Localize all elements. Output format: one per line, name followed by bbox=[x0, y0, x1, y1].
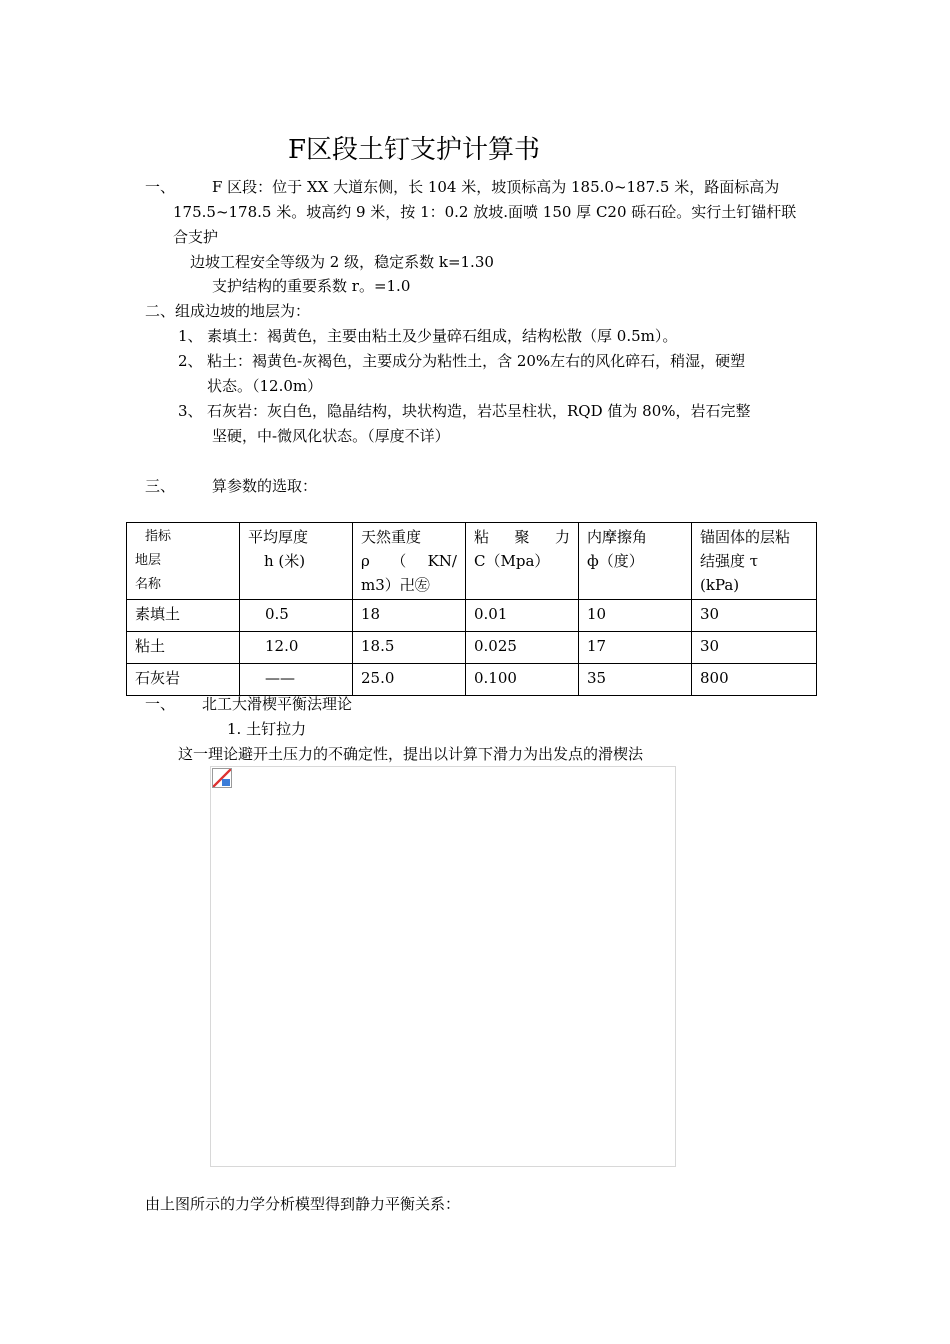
theory-paragraph: 这一理论避开土压力的不确定性，提出以计算下滑力为出发点的滑楔法 bbox=[178, 745, 644, 763]
table-cell: 0.5 bbox=[240, 600, 353, 632]
table-cell: 35 bbox=[579, 664, 692, 696]
table-cell: 粘土 bbox=[127, 632, 240, 664]
page-title: F区段土钉支护计算书 bbox=[288, 135, 541, 165]
section-3-number: 三、 bbox=[145, 477, 176, 495]
strata-item-number: 2、 bbox=[178, 352, 203, 370]
header-text: ф（度） bbox=[587, 552, 644, 570]
section-1-number: 一、 bbox=[145, 178, 176, 196]
header-text: （ bbox=[391, 552, 407, 570]
header-cell-thickness bbox=[240, 523, 353, 600]
header-text-justified bbox=[474, 525, 570, 549]
header-text: ρ bbox=[361, 552, 370, 570]
table-cell: 10 bbox=[579, 600, 692, 632]
strata-item-text: 石灰岩：灰白色，隐晶结构，块状构造，岩芯呈柱状，RQD 值为 80%，岩石完整 bbox=[207, 402, 751, 420]
strata-item-number: 3、 bbox=[178, 402, 203, 420]
table-cell: 17 bbox=[579, 632, 692, 664]
section-4-number: 一、 bbox=[145, 695, 176, 713]
table-cell: 素填土 bbox=[127, 600, 240, 632]
importance-factor-line: 支护结构的重要系数 r。=1.0 bbox=[212, 277, 411, 295]
header-text: 名称 bbox=[135, 577, 162, 592]
header-cell-cohesion bbox=[466, 523, 579, 600]
table-cell: 0.025 bbox=[466, 632, 579, 664]
table-cell: 12.0 bbox=[240, 632, 353, 664]
header-text: 指标 bbox=[145, 529, 172, 544]
table-cell: 30 bbox=[692, 600, 817, 632]
header-text: 粘 bbox=[474, 528, 490, 546]
header-text: 天然重度 bbox=[361, 528, 422, 546]
header-text: m3）卍㊧ bbox=[361, 576, 430, 594]
section-4-heading: 北工大滑楔平衡法理论 bbox=[202, 695, 353, 713]
table-cell: 石灰岩 bbox=[127, 664, 240, 696]
section-2-heading: 二、组成边坡的地层为： bbox=[145, 302, 311, 320]
header-cell-unit-weight bbox=[353, 523, 466, 600]
header-text: 结强度 τ bbox=[700, 552, 759, 570]
table-cell: —— bbox=[240, 664, 353, 696]
strata-item-text-cont: 坚硬，中-微风化状态。（厚度不详） bbox=[212, 427, 450, 445]
section-1-line-1: F 区段：位于 XX 大道东侧，长 104 米，坡顶标高为 185.0~187.5 米，路面标高为 bbox=[212, 178, 780, 196]
table-cell: 25.0 bbox=[353, 664, 466, 696]
header-text: 内摩擦角 bbox=[587, 528, 648, 546]
table-row bbox=[127, 632, 817, 664]
header-text: 聚 bbox=[514, 528, 530, 546]
table-row bbox=[127, 664, 817, 696]
subsection-heading: 1. 土钉拉力 bbox=[227, 720, 307, 738]
strata-item-text: 素填土：褐黄色，主要由粘土及少量碎石组成，结构松散（厚 0.5m）。 bbox=[207, 327, 678, 345]
header-text-justified bbox=[361, 549, 457, 573]
header-cell-friction-angle bbox=[579, 523, 692, 600]
strata-item-text-cont: 状态。（12.0m） bbox=[207, 377, 323, 395]
header-text: 锚固体的层粘 bbox=[700, 528, 791, 546]
closing-paragraph: 由上图所示的力学分析模型得到静力平衡关系： bbox=[145, 1195, 461, 1213]
parameter-table bbox=[126, 522, 817, 696]
table-cell: 0.100 bbox=[466, 664, 579, 696]
table-cell: 18.5 bbox=[353, 632, 466, 664]
header-text: KN/ bbox=[427, 552, 457, 570]
strata-item-number: 1、 bbox=[178, 327, 203, 345]
header-cell-bond-strength bbox=[692, 523, 817, 600]
figure-placeholder bbox=[210, 766, 676, 1167]
section-1-line-2: 175.5~178.5 米。坡高约 9 米，按 1：0.2 放坡.面喷 150 厚 C20 砾石砼。实行土钉锚杆联 bbox=[173, 203, 797, 221]
strata-item-text: 粘土：褐黄色-灰褐色，主要成分为粘性土，含 20%左右的风化碎石，稍湿，硬塑 bbox=[207, 352, 746, 370]
header-text: C（Mpa） bbox=[474, 552, 550, 570]
table-cell: 800 bbox=[692, 664, 817, 696]
header-text: h (米) bbox=[264, 552, 306, 570]
table-header-row bbox=[127, 523, 817, 600]
broken-image-icon bbox=[212, 768, 232, 788]
table-cell: 30 bbox=[692, 632, 817, 664]
header-cell-index bbox=[127, 523, 240, 600]
header-text: 平均厚度 bbox=[248, 528, 309, 546]
header-text: 力 bbox=[554, 528, 570, 546]
table-cell: 0.01 bbox=[466, 600, 579, 632]
header-text: 地层 bbox=[135, 553, 162, 568]
table-cell: 18 bbox=[353, 600, 466, 632]
section-3-heading: 算参数的选取： bbox=[212, 477, 318, 495]
table-row bbox=[127, 600, 817, 632]
safety-grade-line: 边坡工程安全等级为 2 级，稳定系数 k=1.30 bbox=[190, 253, 494, 271]
section-1-line-3: 合支护 bbox=[173, 228, 219, 246]
header-text: (kPa) bbox=[700, 576, 740, 594]
